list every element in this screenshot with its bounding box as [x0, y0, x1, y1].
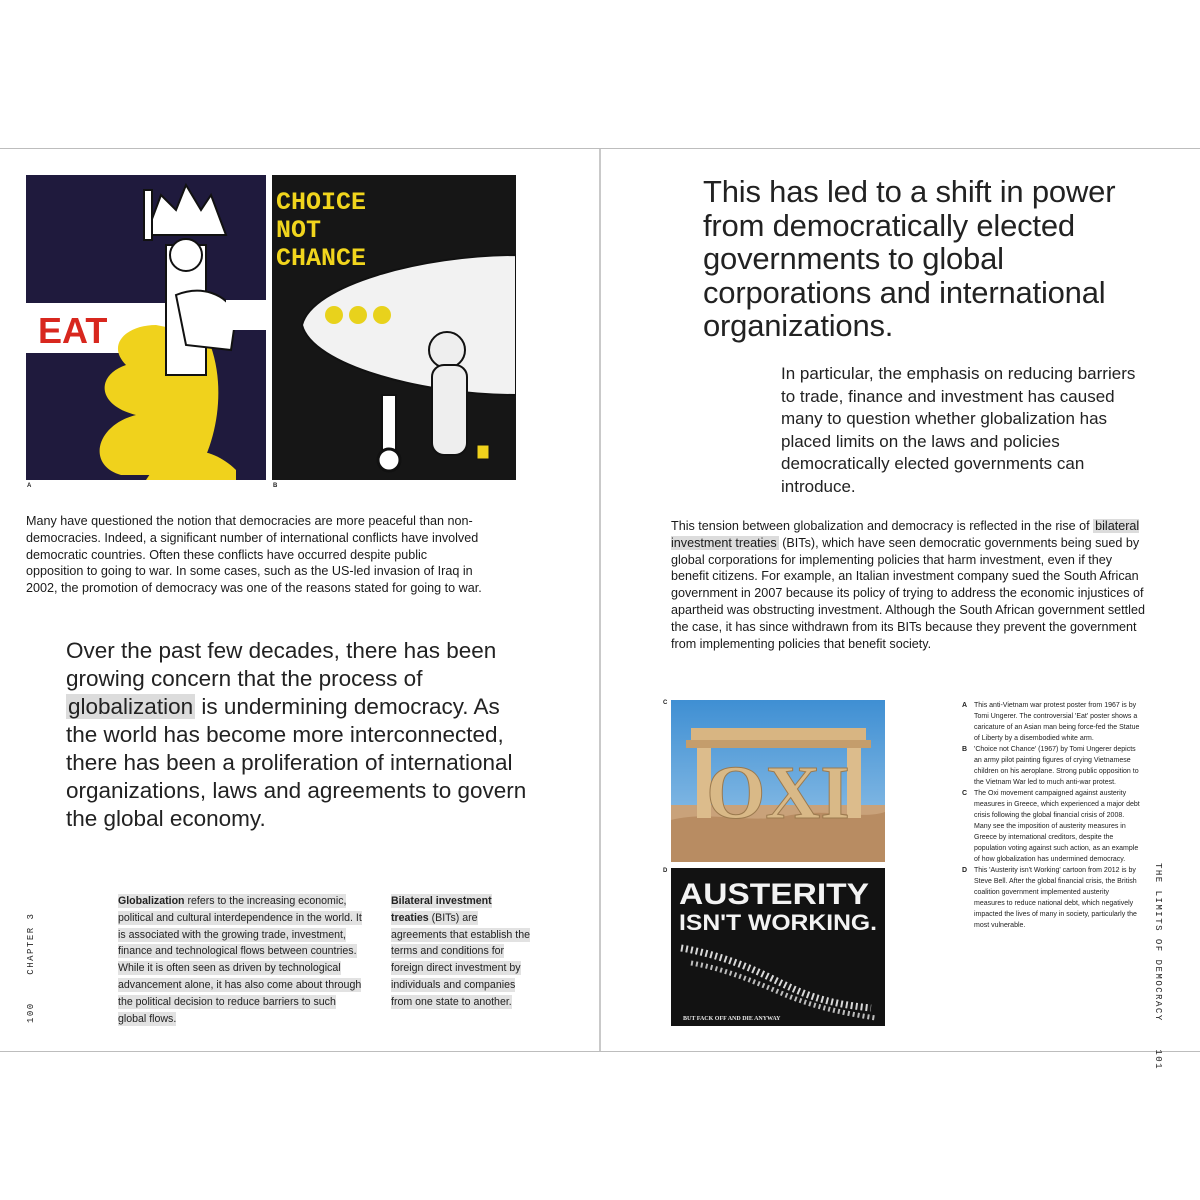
pull-quote-before: Over the past few decades, there has been growing concern that the process of [66, 638, 497, 691]
left-pull-quote [66, 637, 536, 833]
right-headline: This has led to a shift in power from democratically elected governments to global corporations and international organizations. [703, 174, 1116, 343]
right-running-head [1153, 863, 1163, 1070]
cartoon-d-austerity [671, 868, 885, 1026]
caption-b-letter: B [962, 746, 968, 753]
pull-quote-after: is undermining democracy. As the world has become more interconnected, there has been a proliferation of international organizations, laws and agreements to govern the global economy. [66, 694, 527, 831]
left-body-text: Many have questioned the notion that democracies are more peaceful than non-democracies. Indeed, a significant number of international conflicts have involved democratic countries. Often these conflicts have occurred despite public opposition to going to war. In some cases, such as the US-led invasion of Iraq in 2002, the promotion of democracy was one of the reasons stated for going to war. [26, 514, 482, 596]
right-body-text [671, 518, 1149, 652]
left-page [0, 149, 600, 1051]
photo-c-illustration [671, 700, 885, 862]
cartoon-d-illustration [671, 868, 885, 1026]
caption-a-letter: A [962, 702, 968, 709]
book-spread [0, 148, 1200, 1071]
cartoon-line-2: ISN'T WORKING. [679, 910, 877, 935]
image-captions [962, 700, 1140, 931]
right-folio: 101 [1153, 1049, 1163, 1071]
oxi-letters: OXI [706, 751, 850, 835]
caption-c [962, 788, 1140, 865]
poster-b-title-line-2: NOT [276, 216, 322, 245]
caption-a [962, 700, 1140, 744]
caption-c-text: The Oxi movement campaigned against austerity measures in Greece, which experienced a major debt crisis following the global financial crisis of 2008. Many see the imposition of austerity measures in Greece by international creditors, despite the population voting against such action, as an example of how globalization has undermined democracy. [974, 790, 1140, 863]
poster-b-title-line-1: CHOICE [276, 188, 367, 217]
right-body-after: (BITs), which have seen democratic governments being sued by global corporations for implementing policies that harm investment, even if they benefit citizens. For example, an Italian investment company sued the South African government in 2007 because its policy of trying to address the economic injustices of apartheid was obstructing investment. Although the South African government settled the case, it has since withdrawn from its BITs because they prevent the government from implementing policies that benefit society. [671, 535, 1145, 651]
image-label-c: C [663, 700, 668, 706]
image-label-a: A [27, 483, 32, 489]
photo-c-oxi [671, 700, 885, 862]
left-folio: 100 [26, 1002, 36, 1023]
caption-c-letter: C [962, 790, 968, 797]
caption-b-text: 'Choice not Chance' (1967) by Tomi Ungerer depicts an army pilot painting figures of crying Vietnamese children on his aeroplane. Strong public opposition to the Vietnam War led to much anti-war protest. [974, 746, 1139, 786]
glossary-term-bits: Bilateral investment treaties [391, 895, 492, 924]
pull-quote-highlight: globalization [68, 694, 194, 719]
poster-a-eat [26, 175, 266, 480]
left-chapter-label: CHAPTER 3 [26, 912, 36, 975]
right-body-highlight: bilateral investment treaties [671, 519, 1140, 550]
glossary-entry-text [391, 894, 530, 1009]
image-label-d: D [663, 868, 668, 874]
caption-d-text: This 'Austerity isn't Working' cartoon from 2012 is by Steve Bell. After the global financial crisis, the British coalition government implemented austerity measures to reduce national debt, which negatively impacted the lives of many in society, particularly the most vulnerable. [974, 867, 1137, 929]
glossary-definition-globalization: refers to the increasing economic, political and cultural interdependence in the world. It is associated with the growing trade, investment, finance and technological flows between countries. While it is often seen as driven by technological advancement alone, it has also come about through the political decision to reduce barriers to such global flows. [118, 895, 362, 1025]
glossary-entry-text [118, 894, 362, 1026]
poster-b-title-line-3: CHANCE [276, 244, 367, 273]
caption-d-letter: D [962, 867, 968, 874]
glossary-definition-bits: (BITs) are agreements that establish the terms and conditions for foreign direct investment by individuals and companies from one state to another. [391, 911, 530, 1008]
right-chapter-label: THE LIMITS OF DEMOCRACY [1153, 863, 1163, 1022]
caption-b [962, 744, 1140, 788]
left-running-head [26, 913, 36, 1023]
poster-a-word: EAT [38, 310, 108, 351]
glossary-globalization [118, 893, 366, 1027]
right-body-before: This tension between globalization and democracy is reflected in the rise of [671, 519, 1094, 533]
cartoon-footer: BUT FACK OFF AND DIE ANYWAY [683, 1016, 781, 1022]
image-label-b: B [273, 483, 278, 489]
caption-d [962, 865, 1140, 931]
glossary-bits [391, 893, 531, 1011]
caption-a-text: This anti-Vietnam war protest poster from 1967 is by Tomi Ungerer. The controversial 'Eat' poster shows a caricature of an Asian man being force-fed the Statue of Liberty by a disembodied white arm. [974, 702, 1140, 742]
right-subhead: In particular, the emphasis on reducing barriers to trade, finance and investment has caused many to question whether globalization has placed limits on the laws and policies democratically elected governments can introduce. [781, 364, 1136, 496]
right-page [601, 149, 1200, 1071]
poster-b-illustration [272, 175, 516, 480]
poster-b-choice-not-chance [272, 175, 516, 480]
glossary-term-globalization: Globalization [118, 895, 185, 907]
poster-a-illustration [26, 175, 266, 480]
cartoon-line-1: AUSTERITY [679, 878, 869, 911]
